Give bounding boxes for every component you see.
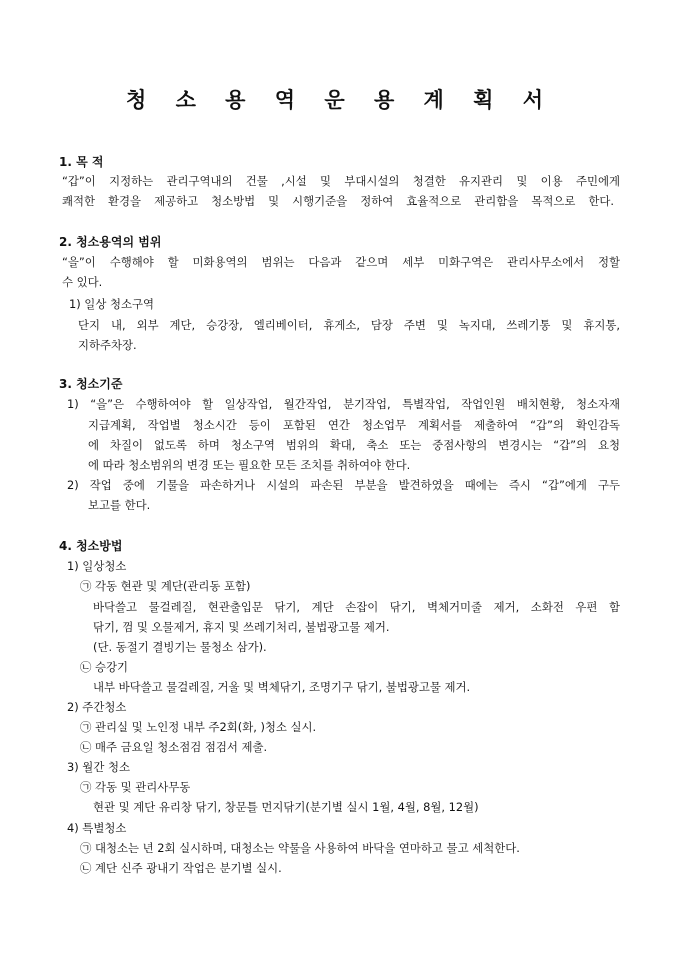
- section-2-heading: 2. 청소용역의 범위: [59, 235, 162, 249]
- section-4-item: ㉡ 승강기: [80, 660, 129, 674]
- section-4-item: ㉠ 각동 현관 및 계단(관리동 포함): [80, 579, 251, 593]
- section-1-heading: 1. 목 적: [59, 155, 104, 169]
- section-4-item-text-line: (단. 동절기 결빙기는 물청소 삼가).: [93, 640, 267, 654]
- section-2-sub-text-line: 단지 내, 외부 계단, 승강장, 엘리베이터, 휴게소, 담장 주변 및 녹지대, 쓰레기통 및 휴지통,: [78, 318, 620, 332]
- section-2-sub-text-line: 지하주차장.: [78, 338, 137, 352]
- section-4-item: ㉠ 대청소는 년 2회 실시하며, 대청소는 약물을 사용하여 바닥을 연마하고 물고 세척한다.: [80, 841, 520, 855]
- document-title: 청 소 용 역 운 용 계 획 서: [125, 87, 555, 112]
- section-4-heading: 4. 청소방법: [59, 539, 123, 553]
- section-2-subheading: 1) 일상 청소구역: [69, 297, 154, 311]
- section-4-item: ㉠ 관리실 및 노인정 내부 주2회(화, )청소 실시.: [80, 720, 317, 734]
- section-1-text-line: “갑”이 지정하는 관리구역내의 건물 ,시설 및 부대시설의 청결한 유지관리 및 이용 주민에게: [62, 174, 620, 188]
- section-4-item-text-line: 닦기, 껌 및 오물제거, 휴지 및 쓰레기처리, 불법광고물 제거.: [93, 620, 390, 634]
- section-4-item: ㉡ 매주 금요일 청소점검 점검서 제출.: [80, 740, 268, 754]
- section-4-subheading: 4) 특별청소: [67, 821, 127, 835]
- section-4-item-text-line: 바닥쓸고 물걸레질, 현관출입문 닦기, 계단 손잡이 닦기, 벽체거미줄 제거, 소화전 우편 함: [93, 600, 620, 614]
- section-3-item-1-line: 1) “을”은 수행하여야 할 일상작업, 월간작업, 분기작업, 특별작업, 작업인원 배치현황, 청소자재: [67, 397, 620, 411]
- section-2-text-line: 수 있다.: [62, 275, 103, 289]
- section-3-item-2-line: 보고를 한다.: [88, 498, 151, 512]
- section-4-item-text-line: 현관 및 계단 유리창 닦기, 창문틀 먼지닦기(분기별 실시 1월, 4월, 8월, 12월): [93, 800, 479, 814]
- section-1-text-line: 쾌적한 환경을 제공하고 청소방법 및 시행기준을 정하여 효율적으로 관리함을 목적으로 한다.: [62, 194, 614, 208]
- section-4-item: ㉠ 각동 및 관리사무동: [80, 780, 191, 794]
- section-3-heading: 3. 청소기준: [59, 377, 123, 391]
- section-3-item-1-line: 지급계획, 작업별 청소시간 등이 포함된 연간 청소업무 계획서를 제출하여 “갑”의 확인감독: [88, 418, 620, 432]
- section-4-subheading: 3) 월간 청소: [67, 760, 130, 774]
- section-4-item-text-line: 내부 바닥쓸고 물걸레질, 거울 및 벽체닦기, 조명기구 닦기, 불법광고물 제거.: [93, 680, 471, 694]
- section-2-text-line: “을”이 수행해야 할 미화용역의 범위는 다음과 같으며 세부 미화구역은 관리사무소에서 정할: [62, 255, 620, 269]
- section-4-subheading: 1) 일상청소: [67, 559, 127, 573]
- section-4-subheading: 2) 주간청소: [67, 700, 127, 714]
- section-3-item-1-line: 에 차질이 없도록 하며 청소구역 범위의 확대, 축소 또는 중점사항의 변경시는 “갑”의 요청: [88, 438, 620, 452]
- section-3-item-2-line: 2) 작업 중에 기물을 파손하거나 시설의 파손된 부분을 발견하였을 때에는 즉시 “갑”에게 구두: [67, 478, 620, 492]
- section-4-item: ㉡ 계단 신주 광내기 작업은 분기별 실시.: [80, 861, 282, 875]
- section-3-item-1-line: 에 따라 청소범위의 변경 또는 필요한 모든 조치를 취하여야 한다.: [88, 458, 411, 472]
